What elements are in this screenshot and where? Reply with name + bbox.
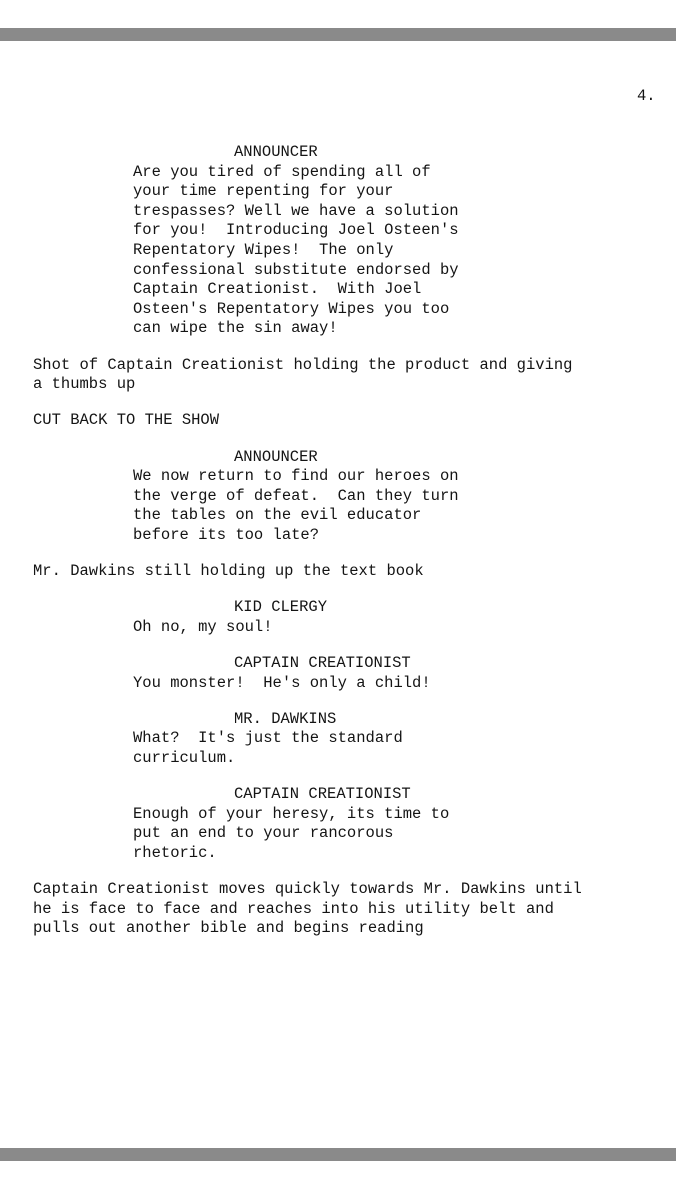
blank-line (0, 864, 676, 881)
script-body (0, 143, 676, 939)
dialogue-line: curriculum. (133, 749, 236, 767)
action-block (0, 562, 676, 582)
character-cue: CAPTAIN CREATIONIST (234, 785, 411, 804)
blank-line (0, 395, 676, 412)
action-block (0, 880, 676, 939)
dialogue-block (0, 674, 676, 694)
action-line: Shot of Captain Creationist holding the product and giving (33, 355, 573, 374)
blank-line (0, 582, 676, 599)
blank-line (0, 769, 676, 786)
dialogue-line: trespasses? Well we have a solution (133, 201, 459, 220)
action-line: Mr. Dawkins still holding up the text book (33, 562, 424, 581)
action-line: Captain Creationist moves quickly towards Mr. Dawkins until (33, 880, 582, 899)
dialogue-block (0, 467, 676, 545)
dialogue-line: before its too late? (133, 525, 320, 544)
dialogue-block (0, 163, 676, 339)
blank-line (0, 431, 676, 448)
dialogue-line: You monster! He's only a child! (133, 673, 431, 692)
dialogue-line: confessional substitute endorsed by (133, 260, 459, 279)
dialogue-line: the tables on the evil educator (133, 506, 422, 525)
dialogue-line: for you! Introducing Joel Osteen's (133, 221, 459, 240)
bottom-scroll-divider (0, 1148, 676, 1161)
dialogue-line: What? It's just the standard (133, 729, 403, 748)
blank-line (0, 545, 676, 562)
character-cue: MR. DAWKINS (234, 709, 337, 728)
dialogue-line: Oh no, my soul! (133, 617, 273, 636)
top-scroll-divider (0, 28, 676, 41)
blank-line (0, 339, 676, 356)
dialogue-line: can wipe the sin away! (133, 319, 338, 338)
action-line: CUT BACK TO THE SHOW (33, 411, 220, 430)
action-line: pulls out another bible and begins reading (33, 919, 424, 938)
dialogue-line: Osteen's Repentatory Wipes you too (133, 299, 450, 318)
dialogue-line: put an end to your rancorous (133, 824, 394, 843)
action-block (0, 411, 676, 431)
dialogue-line: rhetoric. (133, 843, 217, 862)
blank-line (0, 637, 676, 654)
dialogue-line: Enough of your heresy, its time to (133, 804, 450, 823)
page-number: 4. (637, 87, 656, 105)
character-cue: CAPTAIN CREATIONIST (234, 654, 411, 673)
dialogue-block (0, 805, 676, 864)
action-line: a thumbs up (33, 375, 136, 394)
dialogue-line: We now return to find our heroes on (133, 467, 459, 486)
dialogue-block (0, 729, 676, 768)
dialogue-line: the verge of defeat. Can they turn (133, 486, 459, 505)
character-cue: ANNOUNCER (234, 143, 318, 161)
blank-line (0, 693, 676, 710)
dialogue-block (0, 618, 676, 638)
dialogue-line: Are you tired of spending all of (133, 162, 431, 181)
dialogue-line: Repentatory Wipes! The only (133, 240, 394, 259)
action-block (0, 356, 676, 395)
character-cue: ANNOUNCER (234, 447, 318, 466)
character-cue: KID CLERGY (234, 598, 328, 617)
action-line: he is face to face and reaches into his utility belt and (33, 899, 554, 918)
dialogue-line: Captain Creationist. With Joel (133, 280, 422, 299)
dialogue-line: your time repenting for your (133, 182, 394, 201)
